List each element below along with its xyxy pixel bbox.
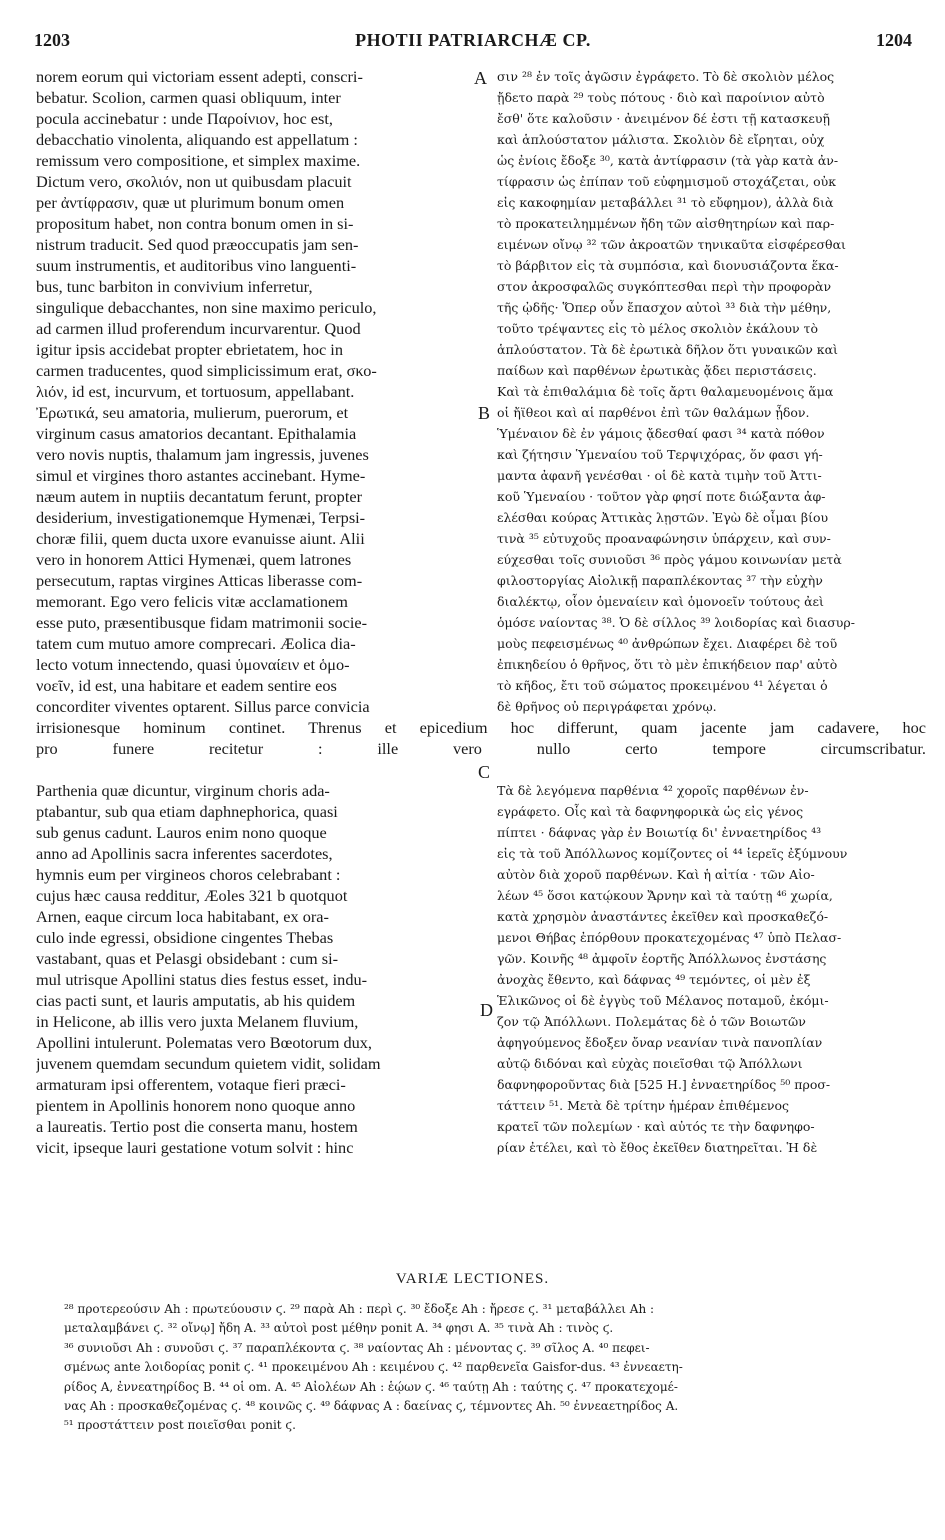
- latin-line: pientem in Apollinis honorem nono quoque anno: [36, 1096, 356, 1115]
- latin-line: Parthenia quæ dicuntur, virginum choris ada-: [36, 781, 330, 800]
- section-marker-a: A: [474, 68, 487, 88]
- greek-line: Καὶ τὰ ἐπιθαλάμια δὲ τοῖς ἄρτι θαλαμευομένοις ἅμα: [497, 384, 834, 399]
- latin-line: bus, tunc barbiton in convivium inferretur,: [36, 277, 313, 296]
- note-line: σμένως ante λοιδορίας ponit ϛ. ⁴¹ προκειμένου Ah : κειμένου ϛ. ⁴² παρθενεῖα Gaisfor-dus. ⁴³ ἐννεαετη-: [64, 1360, 683, 1375]
- latin-line: remissum vero compositione, et simplex maxime.: [36, 151, 361, 170]
- greek-line: κατὰ χρησμὸν ἀναστάντες ἐκεῖθεν καὶ προσκαθεζό-: [497, 909, 829, 924]
- greek-line: εἰς τὰ τοῦ Ἀπόλλωνος κομίζοντες οἱ ⁴⁴ ἱερεῖς ἐξύμνουν: [497, 846, 848, 861]
- latin-line: concorditer viventes optarent. Sillus parce convicia: [36, 697, 370, 716]
- greek-line: Τὰ δὲ λεγόμενα παρθένια ⁴² χοροῖς παρθένων ἐν-: [497, 783, 809, 798]
- page-header: [34, 30, 912, 54]
- greek-line: ἁπλούστατον. Τὰ δὲ ἐρωτικὰ δῆλον ὅτι γυναικῶν καὶ: [497, 342, 838, 357]
- greek-line: αὐτὸν διὰ χοροῦ παρθένων. Καὶ ἡ αἰτία · τῶν Αἰο-: [497, 867, 815, 882]
- greek-line: τινὰ ³⁵ εὐτυχοῦς προαναφώνησιν ὑπάρχειν, καὶ συν-: [497, 531, 831, 546]
- latin-line: Apollini intulerunt. Polematas vero Bœotorum dux,: [36, 1033, 372, 1052]
- latin-line: debacchatio vinolenta, aliquando est appellatum :: [36, 130, 358, 149]
- greek-line: μοὺς πεφεισμένως ⁴⁰ ἀνθρώπων ἔχει. Διαφέρει δὲ τοῦ: [497, 636, 838, 651]
- latin-line: carmen traducentes, quod simplicissimum erat, σκο-: [36, 361, 377, 380]
- latin-line: vero in honorem Attici Hymenæi, quem latrones: [36, 550, 352, 569]
- latin-line: per ἀντίφρασιν, quæ ut plurimum bonum omen: [36, 193, 345, 212]
- latin-line: ad carmen illud proferendum incurvarentur. Quod: [36, 319, 361, 338]
- latin-line: hymnis eum per virgineos choros celebrabant :: [36, 865, 341, 884]
- greek-line: τὸ βάρβιτον εἰς τὰ συμπόσια, καὶ διονυσιάζοντα ἕκα-: [497, 258, 839, 273]
- greek-line: μενοι Θήβας ἐπόρθουν προκατεχομένας ⁴⁷ ὑπὸ Πελασ-: [497, 930, 842, 945]
- latin-line: pro funere recitetur : ille vero nullo certo tempore circumscribatur.: [36, 739, 926, 758]
- latin-column-bottom: [36, 780, 470, 1158]
- latin-line: Dictum vero, σκολιόν, non ut quibusdam placuit: [36, 172, 352, 191]
- latin-line: armaturam ipsi offerentem, votaque fieri præci-: [36, 1075, 346, 1094]
- greek-line: ᾔδετο παρὰ ²⁹ τοὺς πότους · διὸ καὶ παροίνιον αὐτὸ: [497, 90, 825, 105]
- section-marker-c: C: [478, 762, 491, 782]
- greek-line: Ἑλικῶνος οἱ δὲ ἐγγὺς τοῦ Μέλανος ποταμοῦ, ἐκόμι-: [497, 993, 829, 1008]
- latin-line: anno ad Apollinis sacra inferentes sacerdotes,: [36, 844, 333, 863]
- latin-line: νοεῖν, id est, una habitare et eadem sentire eos: [36, 676, 337, 695]
- latin-line: suum instrumentis, et auditoribus vino languenti-: [36, 256, 357, 275]
- latin-column-top: [36, 66, 470, 717]
- greek-line: οἱ ἤϊθεοι καὶ αἱ παρθένοι ἐπὶ τῶν θαλάμων ᾖδον.: [497, 405, 810, 420]
- note-line: ρίδος A, ἐννεατηρίδος B. ⁴⁴ οἱ om. A. ⁴⁵ Αἰολέων Ah : ἑῴων ϛ. ⁴⁶ ταύτῃ Ah : ταύτης ϛ. ⁴⁷ προκατεχομέ-: [64, 1379, 678, 1394]
- greek-line: τάττειν ⁵¹. Μετὰ δὲ τρίτην ἡμέραν ἐπιθέμενος: [497, 1098, 790, 1113]
- greek-line: διαλέκτῳ, οἷον ὁμεναίειν καὶ ὁμονοεῖν τούτους ἀεὶ: [497, 594, 824, 609]
- latin-line: igitur ipsis accidebat propter ebrietatem, hoc in: [36, 340, 343, 359]
- greek-line: καὶ ἁπλούστατον μάλιστα. Σκολιὸν δὲ εἴρηται, οὐχ: [497, 132, 825, 147]
- note-line: ³⁶ συνιοῦσι Ah : συνοῦσι ϛ. ³⁷ παραπλέκοντα ϛ. ³⁸ ναίοντας Ah : μένοντας ϛ. ³⁹ σῖλος A. ⁴⁰ πεφει-: [64, 1340, 650, 1355]
- latin-line: nistrum traducit. Sed quod præoccupatis jam sen-: [36, 235, 359, 254]
- greek-line: ἐπικηδείου ὁ θρῆνος, ὅτι τὸ μὲν ἐπικήδειον παρ' αὐτὸ: [497, 657, 838, 672]
- latin-line: sub genus cadunt. Lauros enim nono quoque: [36, 823, 327, 842]
- latin-line: lecto votum innectendo, quasi ὑμοναίειν et ὁμο-: [36, 655, 350, 674]
- greek-line: ἀνοχὰς ἔθεντο, καὶ δάφνας ⁴⁹ τεμόντες, οἱ μὲν ἐξ: [497, 972, 811, 987]
- greek-line: τὸ κῆδος, ἔτι τοῦ σώματος προκειμένου ⁴¹ λέγεται ὁ: [497, 678, 828, 693]
- greek-line: καὶ ζήτησιν Ὑμεναίου τοῦ Τερψιχόρας, ὅν φασι γή-: [497, 447, 823, 462]
- latin-line: vicit, ipseque lauri gestatione votum solvit : hinc: [36, 1138, 354, 1157]
- left-page-number: 1203: [34, 30, 70, 50]
- greek-line: ἀφηγούμενος ἔδοξεν ὄναρ νεανίαν τινὰ πανοπλίαν: [497, 1035, 823, 1050]
- variae-lectiones-heading: VARIÆ LECTIONES.: [395, 1271, 550, 1287]
- greek-line: φιλοστοργίας Αἰολικῇ παραπλέκοντας ³⁷ τὴν εὐχὴν: [497, 573, 823, 588]
- greek-line: ὡς ἐνίοις ἔδοξε ³⁰, κατὰ ἀντίφρασιν (τὰ γὰρ κατὰ ἀν-: [497, 153, 839, 168]
- greek-line: Ὑμέναιον δὲ ἐν γάμοις ᾄδεσθαί φασι ³⁴ κατὰ πόθον: [497, 426, 825, 441]
- latin-line: bebatur. Scolion, carmen quasi obliquum, inter: [36, 88, 341, 107]
- section-marker-d: D: [480, 1000, 493, 1020]
- latin-line: virginum casus amatorios decantant. Epithalamia: [36, 424, 357, 443]
- greek-line: εἰς κακοφημίαν μεταβάλλει ³¹ τὸ εὔφημον), ἀλλὰ διὰ: [497, 195, 834, 210]
- latin-line: pocula accinebatur : unde Παροίνιον, hoc est,: [36, 109, 333, 128]
- latin-line: norem eorum qui victoriam essent adepti, conscri-: [36, 67, 363, 86]
- latin-line: esse puto, præsentibusque fidam matrimonii socie-: [36, 613, 367, 632]
- latin-line: næum autem in nuptiis decantatum ferunt, propter: [36, 487, 362, 506]
- greek-line: στον ἀκροσφαλῶς συγκόπτεσθαι περὶ τὴν προφορὰν: [497, 279, 832, 294]
- greek-line: μαντα ἀφανῆ γενέσθαι · οἱ δὲ κατὰ τιμὴν τοῦ Ἀττι-: [497, 468, 822, 483]
- latin-line: ptabantur, sub qua etiam daphnephorica, quasi: [36, 802, 338, 821]
- section-marker-b: B: [478, 403, 491, 423]
- latin-line: singulique debacchantes, non sine maximo periculo,: [36, 298, 377, 317]
- greek-line: ἔσθ' ὅτε καλοῦσιν · ἀνειμένον δέ ἐστι τῇ κατασκευῇ: [497, 111, 830, 126]
- greek-line: κρατεῖ τῶν πολεμίων · καὶ αὐτός τε τὴν δαφνηφο-: [497, 1119, 815, 1134]
- note-line: ²⁸ προτερεούσιν Ah : πρωτεύουσιν ϛ. ²⁹ παρὰ Ah : περὶ ϛ. ³⁰ ἔδοξε Ah : ἤρεσε ϛ. ³¹ μεταβάλλει Ah :: [64, 1302, 655, 1316]
- greek-line: λέων ⁴⁵ ὅσοι κατῴκουν Ἄρνην καὶ τὰ ταύτῃ ⁴⁶ χωρία,: [497, 888, 833, 903]
- greek-line: γῶν. Κοινῆς ⁴⁸ ἀμφοῖν ἑορτῆς Ἀπόλλωνος ἐνστάσης: [497, 951, 827, 966]
- latin-line: propositum habet, non contra bonum omen in si-: [36, 214, 354, 233]
- greek-line: ειμένων οἴνῳ ³² τῶν ἀκροατῶν τηνικαῦτα εἰσφέρεσθαι: [497, 237, 846, 252]
- latin-line: vero novis nuptis, thalamum jam ingressis, juvenes: [36, 445, 369, 464]
- latin-line: Arnen, eaque circum loca habitabant, ex ora-: [36, 907, 329, 926]
- latin-line: desiderium, investigationemque Hymenæi, Terpsi-: [36, 508, 366, 527]
- greek-line: παίδων καὶ παρθένων ἐρωτικὰς ᾄδει περιστάσεις.: [497, 363, 817, 378]
- latin-line: simul et virgines thoro astantes accinebant. Hyme-: [36, 466, 366, 485]
- greek-line: τοῦτο τρέψαντες εἰς τὸ μέλος σκολιὸν ἐκάλουν τὸ: [497, 321, 819, 336]
- greek-line: τῆς ᾠδῆς· Ὅπερ οὖν ἔπασχον αὐτοὶ ³³ διὰ τὴν μέθην,: [497, 300, 832, 315]
- note-line: μεταλαμβάνει ϛ. ³² οἴνῳ] ἤδη A. ³³ αὐτοὶ post μέθην ponit A. ³⁴ φησι A. ³⁵ τινὰ Ah : τινὸς ϛ.: [64, 1321, 614, 1336]
- greek-line: τὸ προκατειλημμένων ἤδη τῶν αἰσθητηρίων καὶ παρ-: [497, 216, 835, 231]
- latin-line: culo inde egressi, obsidione cingentes Thebas: [36, 928, 334, 947]
- latin-line: λιόν, id est, incurvum, et tortuosum, appellabant.: [36, 382, 355, 401]
- greek-line: εύχεσθαι τοῖς συνιοῦσι ³⁶ πρὸς γάμου κοινωνίαν μετὰ: [497, 552, 842, 567]
- latin-line: Ἐρωτικά, seu amatoria, mulierum, puerorum, et: [36, 403, 349, 422]
- latin-line: a laureatis. Tertio post die conserta manu, hostem: [36, 1117, 358, 1136]
- greek-line: τίφρασιν ὡς ἐπίπαν τοῦ εὐφημισμοῦ στοχάζεται, οὐκ: [497, 174, 837, 189]
- latin-full-width: [36, 717, 926, 759]
- greek-column-bottom: [497, 780, 924, 1158]
- latin-line: memorant. Ego vero felicis vitæ acclamationem: [36, 592, 348, 611]
- greek-line: ζον τῷ Ἀπόλλωνι. Πολεμάτας δὲ ὁ τῶν Βοιωτῶν: [497, 1014, 806, 1029]
- greek-line: πίπτει · δάφνας γὰρ ἐν Βοιωτίᾳ δι' ἐνναετηρίδος ⁴³: [497, 825, 822, 840]
- greek-line: δὲ θρῆνος οὐ περιγράφεται χρόνῳ.: [497, 699, 717, 714]
- greek-line: δαφνηφοροῦντας διὰ [525 H.] ἐνναετηρίδος ⁵⁰ προσ-: [497, 1077, 831, 1092]
- latin-line: persecutum, raptas virgines Atticas liberasse com-: [36, 571, 363, 590]
- right-page-number: 1204: [876, 30, 912, 50]
- latin-line: irrisionesque hominum continet. Threnus et epicedium hoc differunt, quam jacente jam cadavere, hoc: [36, 718, 926, 737]
- greek-line: ελέσθαι κούρας Ἀττικὰς λῃστῶν. Ἐγὼ δὲ οἶμαι βίου: [497, 510, 829, 525]
- greek-line: αὐτῷ διδόναι καὶ εὐχὰς ποιεῖσθαι τῷ Ἀπόλλωνι: [497, 1056, 803, 1071]
- latin-line: choræ filii, quem ducta uxore evanuisse aiunt. Alii: [36, 529, 365, 548]
- greek-line: εγράφετο. Οἷς καὶ τὰ δαφνηφορικὰ ὡς εἰς γένος: [497, 804, 804, 819]
- greek-line: ρίαν ἐτέλει, καὶ τὸ ἔθος ἐκεῖθεν διατηρεῖται. Ἡ δὲ: [497, 1140, 818, 1155]
- latin-line: in Helicone, ab illis vero juxta Melanem fluvium,: [36, 1012, 359, 1031]
- note-line: ⁵¹ προστάττειν post ποιεῖσθαι ponit ϛ.: [64, 1418, 296, 1433]
- note-line: νας Ah : προσκαθεζομένας ϛ. ⁴⁸ κοινῶς ϛ. ⁴⁹ δάφνας A : δαείνας ϛ, τέμνοντες Ah. ⁵⁰ ἐννεαετηρίδος A.: [64, 1398, 679, 1413]
- greek-line: κοῦ Ὑμεναίου · τοῦτον γὰρ φησί ποτε διώξαντα ἀφ-: [497, 489, 826, 504]
- latin-line: cujus hæc causa redditur, Æoles 321 b quotquot: [36, 886, 348, 905]
- greek-line: ὁμόσε ναίοντας ³⁸. Ὁ δὲ σίλλος ³⁹ λοιδορίας καὶ διασυρ-: [497, 615, 855, 630]
- running-title: PHOTII PATRIARCHÆ CP.: [355, 30, 591, 50]
- latin-line: cias pacti sunt, et lauris amputatis, ab his quidem: [36, 991, 356, 1010]
- latin-line: juvenem quemdam secundum quietem vidit, solidam: [36, 1054, 381, 1073]
- greek-column-top: [497, 66, 924, 717]
- latin-line: tatem cum mutuo amore comprecari. Æolica dia-: [36, 634, 356, 653]
- variant-readings-notes: [64, 1300, 924, 1436]
- latin-line: vastabant, quas et Pelasgi obsidebant : cum si-: [36, 949, 339, 968]
- latin-line: mul utrisque Apollini status dies festus esset, indu-: [36, 970, 368, 989]
- greek-line: σιν ²⁸ ἐν τοῖς ἀγῶσιν ἐγράφετο. Τὸ δὲ σκολιὸν μέλος: [497, 69, 835, 84]
